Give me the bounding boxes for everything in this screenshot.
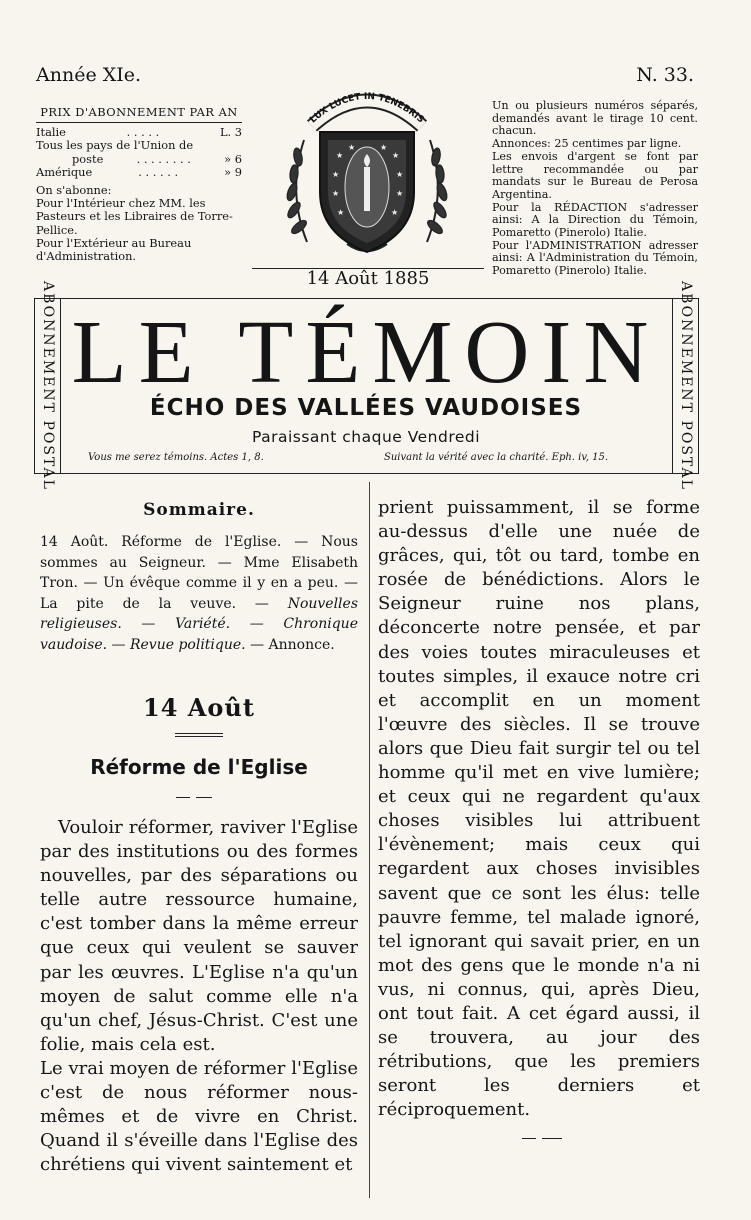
svg-text:★: ★	[392, 151, 400, 160]
article-column-right	[378, 496, 700, 1122]
price-value: » 9	[224, 164, 242, 179]
notice-copies: Un ou plusieurs numéros séparés, demandés avant le tirage 10 cent. chacun.	[492, 99, 698, 138]
price-label: Tous les pays de l'Union de	[36, 138, 194, 153]
svg-text:★: ★	[391, 208, 399, 217]
newspaper-tagline: Paraissant chaque Vendredi	[251, 428, 481, 446]
summary-items: 14 Août. Réforme de l'Eglise. — Nous sommes au Seigneur. — Mme Elisabeth Tron. — Un évêque comme il y en a peu. — La pite de la veuve. —	[40, 534, 358, 612]
svg-text:★: ★	[380, 143, 388, 152]
end-rule	[522, 1138, 536, 1139]
issue-date: 14 Août 1885	[306, 268, 430, 289]
motto-right: Suivant la vérité avec la charité. Eph. iv, 15.	[384, 452, 609, 463]
price-dots: . . . . .	[126, 125, 160, 140]
price-value: L. 3	[219, 125, 242, 140]
notice-administration: Pour l'ADMINISTRATION adresser ainsi: A l'Administration du Témoin, Pomaretto (Pinerolo) Italie.	[492, 238, 698, 278]
notice-ads: Annonces: 25 centimes par ligne.	[492, 137, 682, 151]
svg-text:★: ★	[336, 151, 344, 160]
subscribe-exterior: Pour l'Extérieur au Bureau d'Administration.	[36, 235, 192, 264]
subscribe-heading: On s'abonne:	[36, 183, 112, 198]
column-divider	[369, 482, 370, 1198]
subscription-box	[36, 106, 242, 263]
price-row	[36, 153, 242, 166]
summary-items-italic: Nouvelles religieuses. — Variété. — Chronique vaudoise. — Revue politique.	[40, 595, 359, 653]
svg-text:★: ★	[396, 170, 404, 179]
subscription-title: PRIX D'ABONNEMENT PAR AN	[40, 105, 238, 119]
price-dots: . . . . . .	[138, 164, 179, 179]
svg-text:★: ★	[332, 189, 340, 198]
price-row	[36, 166, 242, 179]
side-label-right: ABONNEMENT POSTAL	[678, 281, 694, 491]
side-label-left: ABONNEMENT POSTAL	[40, 281, 56, 491]
double-rule	[175, 733, 223, 737]
svg-text:★: ★	[348, 143, 356, 152]
subscribe-interior: Pour l'Intérieur chez MM. les Pasteurs et les Libraires de Torre-Pellice.	[36, 196, 233, 237]
divider	[36, 122, 242, 123]
motto-left: Vous me serez témoins. Actes 1, 8.	[88, 452, 264, 463]
notice-money: Les envois d'argent se font par lettre recommandée ou par mandats sur le Bureau de Perosa Argentina.	[492, 149, 698, 201]
section-title: 14 Août	[143, 693, 255, 722]
price-dots: . . . . . . . .	[136, 151, 191, 166]
end-rule	[542, 1138, 562, 1139]
newspaper-subtitle: ÉCHO DES VALLÉES VAUDOISES	[149, 395, 583, 421]
summary-body	[40, 532, 358, 656]
crest-motto: LUX LUCET IN TENEBRIS	[308, 91, 426, 126]
article-paragraph: Vouloir réformer, raviver l'Eglise par des institutions ou des formes nouvelles, par des séparations ou telle autre ressource humaine, c'est tomber dans la même erreur que ceux qui veulent se sauver par les œuvres. L'Eglise n'a qu'un moyen de salut comme elle n'a qu'un chef, Jésus-Christ. C'est une folie, mais cela est.	[40, 817, 358, 1055]
price-value: » 6	[224, 151, 242, 166]
crest-emblem	[252, 62, 482, 272]
price-label: Italie	[36, 125, 66, 140]
summary-heading: Sommaire.	[143, 500, 255, 520]
svg-text:★: ★	[332, 170, 340, 179]
svg-text:★: ★	[337, 208, 345, 217]
summary-items-end: — Annonce.	[250, 636, 335, 653]
notice-redaction: Pour la RÉDACTION s'adresser ainsi: A la Direction du Témoin, Pomaretto (Pinerolo) Italie.	[492, 200, 698, 240]
article-paragraph: prient puissamment, il se forme au-dessus d'elle une nuée de grâces, qui, tôt ou tard, tombe en rosée de bénédictions. Alors le Seigneur ruine nos plans, déconcerte notre pensée, et par des voies toutes miraculeuses et toutes simples, il exauce notre cri et accomplit en un moment l'œuvre des siècles. Il se trouve alors que Dieu fait surgir tel ou tel homme qu'il met en vive lumière; et ceux qui ne regardent qu'aux choses visibles lui attribuent l'évènement; mais ceux qui regardent aux choses invisibles savent que ce sont les élus: telle pauvre femme, tel malade ignoré, tel ignorant qui savait prier, en un mot des gens que le monde n'a ni vus, ni connus, qui, après Dieu, ont tout fait. A cet égard aussi, il se trouvera, au jour des rétributions, que les premiers seront les derniers et réciproquement.	[378, 497, 700, 1121]
notices-box	[492, 100, 698, 278]
price-label: Amérique	[36, 164, 93, 179]
price-row	[36, 139, 242, 152]
dash-rule	[176, 797, 190, 798]
price-label: poste	[72, 151, 104, 166]
article-column-left	[40, 816, 358, 1177]
article-title: Réforme de l'Eglise	[90, 755, 308, 779]
dash-rule	[196, 797, 212, 798]
issue-number: N. 33.	[636, 64, 694, 86]
year-label: Année XIe.	[36, 64, 142, 86]
svg-text:★: ★	[396, 189, 404, 198]
newspaper-title: LE TÉMOIN	[71, 303, 661, 402]
article-paragraph: Le vrai moyen de réformer l'Eglise c'est de nous réformer nous-mêmes et de vivre en Christ. Quand il s'éveille dans l'Eglise des chrétiens qui vivent saintement et	[40, 1057, 358, 1176]
